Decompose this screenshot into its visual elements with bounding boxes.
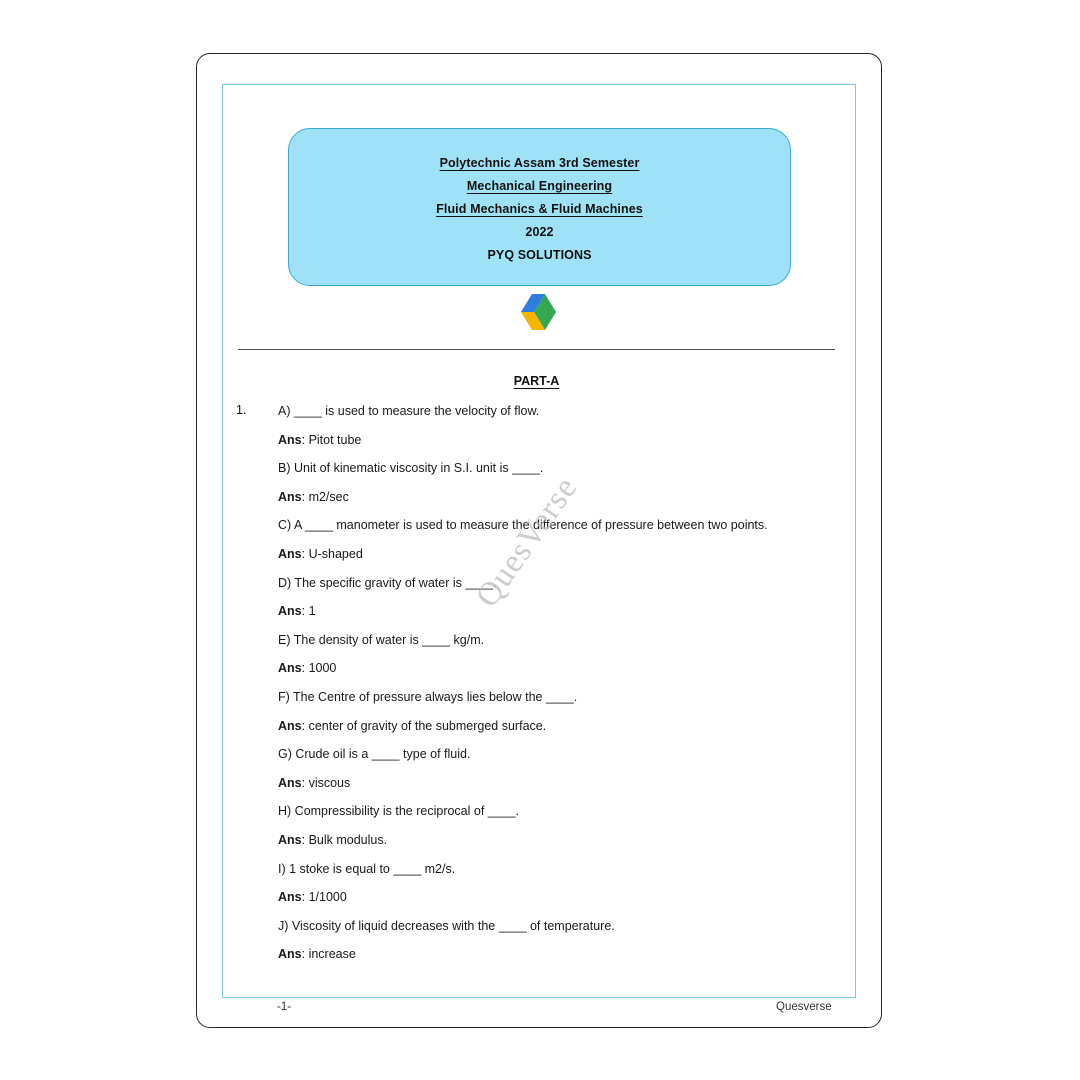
- list-item: [278, 489, 838, 505]
- list-item: [278, 660, 838, 676]
- list-item: J) Viscosity of liquid decreases with the ____ of temperature.: [278, 918, 615, 933]
- answer-text: : Bulk modulus.: [301, 832, 388, 847]
- title-card: [288, 128, 791, 286]
- title-line-year: 2022: [525, 225, 554, 239]
- question-list: [278, 403, 838, 975]
- part-heading: PART-A: [513, 374, 560, 388]
- page-number: -1-: [277, 1001, 292, 1013]
- list-item: [278, 775, 838, 791]
- answer-text: : Pitot tube: [301, 432, 362, 447]
- answer-text: : center of gravity of the submerged surface.: [301, 718, 547, 733]
- list-item: [278, 889, 838, 905]
- title-line-3: Fluid Mechanics & Fluid Machines: [436, 202, 643, 216]
- answer-text: : increase: [301, 947, 356, 962]
- title-line-2: Mechanical Engineering: [466, 179, 613, 193]
- answer-label: Ans: [278, 661, 302, 676]
- list-item: D) The specific gravity of water is ____.: [278, 575, 497, 590]
- quesverse-logo-icon: [519, 294, 563, 330]
- answer-label: Ans: [278, 947, 302, 962]
- title-line-1: Polytechnic Assam 3rd Semester: [439, 156, 640, 170]
- list-item: [278, 432, 838, 448]
- list-item: B) Unit of kinematic viscosity in S.I. unit is ____.: [278, 461, 544, 476]
- list-item: [278, 832, 838, 848]
- list-item: [278, 546, 838, 562]
- list-item: H) Compressibility is the reciprocal of ____.: [278, 804, 520, 819]
- list-item: G) Crude oil is a ____ type of fluid.: [278, 747, 471, 762]
- title-line-subtitle: PYQ SOLUTIONS: [487, 248, 592, 262]
- footer-divider: [222, 997, 856, 998]
- answer-label: Ans: [278, 604, 302, 619]
- answer-text: : U-shaped: [301, 546, 363, 561]
- list-item: A) ____ is used to measure the velocity of flow.: [278, 404, 540, 418]
- answer-label: Ans: [278, 890, 302, 905]
- list-item: [278, 946, 838, 962]
- answer-text: : 1000: [301, 661, 337, 676]
- answer-label: Ans: [278, 718, 302, 733]
- answer-label: Ans: [278, 546, 302, 561]
- answer-label: Ans: [278, 832, 302, 847]
- answer-label: Ans: [278, 432, 302, 447]
- answer-text: : m2/sec: [301, 489, 349, 504]
- list-item: F) The Centre of pressure always lies below the ____.: [278, 689, 578, 704]
- answer-text: : 1/1000: [301, 890, 347, 905]
- list-item: E) The density of water is ____ kg/m.: [278, 632, 485, 647]
- list-item: [278, 718, 838, 734]
- header-divider: [238, 349, 835, 350]
- answer-label: Ans: [278, 489, 302, 504]
- list-item: I) 1 stoke is equal to ____ m2/s.: [278, 861, 456, 876]
- list-item: [278, 603, 838, 619]
- list-item: C) A ____ manometer is used to measure the difference of pressure between two points.: [278, 518, 768, 533]
- watermark: QuesVerse: [468, 469, 585, 614]
- answer-text: : viscous: [301, 775, 351, 790]
- answer-label: Ans: [278, 775, 302, 790]
- answer-text: : 1: [301, 604, 316, 619]
- question-number: 1.: [236, 403, 247, 417]
- footer-brand: Quesverse: [776, 1001, 832, 1013]
